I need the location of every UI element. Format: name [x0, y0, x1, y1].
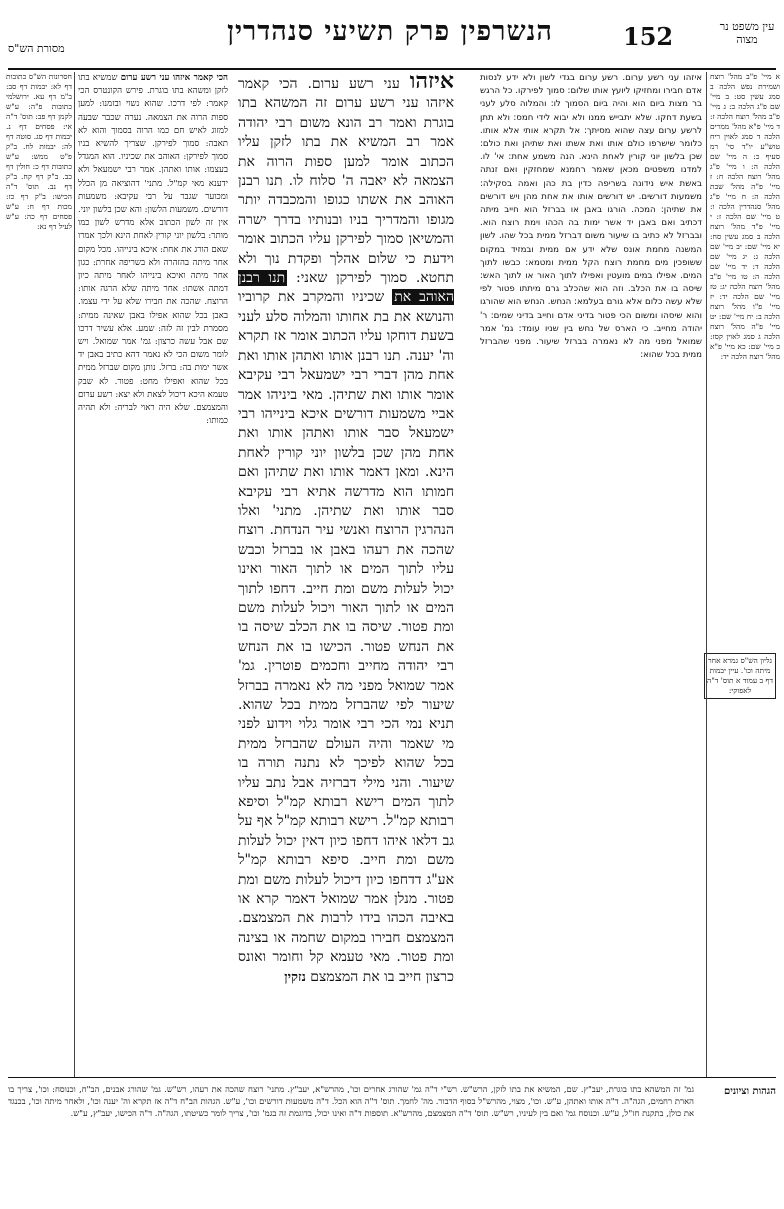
footer-divider [8, 1077, 776, 1078]
footer-notes [8, 1083, 694, 1203]
gemara-text-1: עני רשע ערום. הכי קאמר איזהו עני רשע ערום זה המשהא בתו בוגרת ואמר רב הונא משום רבי יהודה אמר רב המשיא את בתו לזקן עליו הכתוב אומר למען ספות הרוה את הצמאה לא יאבה ה' סלוח לו. תנו רבנן האוהב את אשתו כגופו והמכבדה יותר מגופו והמדריך בניו ובנותיו בדרך ישרה והמשיאן סמוך לפירקן עליו הכתוב אומר וידעת כי שלום אהלך ופקדת נוך ולא תחטא. סמוך לפירקן שאני: [238, 76, 454, 287]
tosafot-heading: הכי קאמר איזהו עני רשע ערום [120, 73, 228, 83]
column-divider [706, 72, 707, 1077]
masoret-hashas-text: חסרונות הש"ס כתובות דף לא: יבמות דף סב: ב"מ דף עא. ירושלמי כתובות פ"ה: ע"ש לקמן דף פב: תוס' ד"ה אי: פסחים דף נ. יבמות דף סג. סוטה דף לה: יבמות לח. ב"ק פ"ט ממש: ע"ש כתובות דף כ: חולין דף כב. ב"ק דף קח. ב"ק דף נב. תוס' ד"ה הכישו: ב"ק דף כז: מכות דף ח: ע"ש פסחים דף כה: ע"ש לעיל דף נא: [6, 72, 72, 231]
footer-label: הגהות וציונים [723, 1086, 776, 1097]
gemara-column [238, 72, 454, 1077]
rashi-text: איזהו עני רשע ערום. רשע ערום בגדי לשון ולא ידע לנסות אדם חבירו ומחזיקו ליועץ אותו שלום: סמוך לפירקו. כל הרגש בר מצות ביום הוא והיה ביום הסמוך לו: והמלוה סלע לעני בשעת דחקו. שלא יתבייש ממנו ולא יבוא לידי חמס: ולא תתן לרשע ערום עצה שהוא מסיתך: אל תקרא אותי אלא אותו. כלומר שישרפו כולם אותו ואת אשתו ואת שתיהן ואת כולם: שכן בלשון יוני קורין לאחת הינא. הנה משמע אחת: אי' לו. למדנו משפטים מכאן שאמר רחמנא שמחזקין ואם זנתה באשת איש נידונה בשריפה כדין בת כהן ואמה בסקילה: משמעות דורשים. יש דורשים אותו את אחת מהן ויש דורשים את שתיהן: המכה. הורגו באבן או בברזל הוא חייב מיתה דכתיב ואם באבן יד אשר ימות בה הכהו וימת רוצח הוא. ובברזל לא כתיב בו שיעור משום דברזל ממית בכל שהו. לשון המשנה מחמת אונס שלא ידע אם ממית ובמזיד במקום ששופכין מים מחמת רוצח הקל ממית ומטמא: כבשו לתוך המים. אפילו במים מועטין ואפילו לתוך האור או לתוך האש: שיסה בו את הכלב. וזה הוא שהכלב גרם מיתתו פטור לפי שלא עשה כלום אלא גורם בעלמא: הנחש. הנחש הוא שהורגו והוא שיסהו ומשום הכי פטור בדיני אדם וחייב בדיני שמים: ר' יהודה מחייב. כי הארס של נחש בין שניו עומד: גמ' אמר שמואל מפני מה לא נאמרה בברזל שיעור. מפני שהברזל ממית בכל שהוא: [480, 73, 702, 361]
gilyon-hashas-box [704, 653, 776, 699]
gemara-lead-word: איזהו [409, 72, 454, 94]
page-title: הנשרפין פרק תשיעי סנהדרין [227, 16, 553, 47]
rashi-column [480, 72, 702, 1077]
masoret-hashas-label: מסורת הש"ס [8, 42, 65, 55]
tosafot-text: שמשיא בתו לזקן ומשהא בתו בוגרת. פירש הקונטרס הכי קאמר: לפי דרכו. שהוא נשוי ובזמנו: למען ספות הרוה את הצמאה. נערה שכבר שבעה למזוג לאיש חם כמו הרוה בסמוך והוא לא תאבה: סמוך לפירקן. שצריך להשיא בניו סמוך לפירקן: האוהב את שכיניו. הוא המגדל בעצמו: אותו ואתהן. אמר רבי ישמעאל ולא ידענא מאי קמ"ל. מתני' דהוציאה מן הכלל ומכוער שגבר על רבי עקיבא: משמעות דורשים. משמעות הלשון: והא שכן בלשון יוני. אין זה לשון הכתוב אלא מדרש לשון כמו מותר: בלשון יוני קורין לאחת הינא ולכך אמרו שאם הורג את אחת: איכא בינייהו. מכל מקום אחר מיתה בהזהרה ולא בשריפה אחרת: כגון אחר מיתה ואיכא בינייהו לאחר מיתה כיון דמתה אשתו: אחר מיתה שלא הרגה אותו: הרוצח. שהכה את חבירו שלא על ידי עצמו. באבן בכל שהוא אפילו באבן שאינה ממית: מסמרת לבין זה לזה: שמע. אלא עשיר דרכו שם אבל עשה כרצון: גמ' אמר שמואל. ויש לומר משום הכי לא נאמר דהא כתיב באבן יד אשר ימות בה: ברזל. נותן מקום שברזל ממית בכל שהוא ואפילו מחט: פטור. לא שבק טעמא היכא דיכול לצאת ולא יצא: רשע ערום והמצמצם. שלא היה ראוי לבריה: ולא תהיה כמותו: [78, 73, 228, 427]
page-header [0, 10, 784, 72]
masoret-hashas-column [6, 72, 72, 1062]
gemara-text-2: שכיניו והמקרב את קרוביו והנושא את בת אחותו והמלוה סלע לעני בשעת דוחקו עליו הכתוב אומר אז תקרא וה' יענה. תנו רבנן אותו ואתהן אותו ואת אחת מהן דברי רבי ישמעאל רבי עקיבא אומר אותו ואת שתיהן. מאי ביניהו אמר אביי משמעות דורשים איכא בינייהו רבי ישמעאל סבר אותו ואתהן אותו ואת אחת מהן שכן בלשון יוני קורין לאחת הינא. ומאן דאמר אותו ואת שתיהן ואם חמותו הוא מדרשה אתיא רבי עקיבא סבר אותו ואת שתיהן. מתני' ואלו הנהרגין הרוצח ואנשי עיר הנדחת. רוצח שהכה את רעהו באבן או בברזל וכבש עליו לתוך המים או לתוך האור ואינו יכול לעלות משם ומת חייב. דחפו לתוך המים או לתוך האור ויכול לעלות משם ומת פטור. שיסה בו את הכלב שיסה בו את הנחש פטור. הכישו בו את הנחש רבי יהודה מחייב וחכמים פוטרין. גמ' אמר שמואל מפני מה לא נאמרה בברזל שיעור לפי שהברזל ממית בכל שהוא. תניא נמי הכי רבי אומר גלוי וידוע לפני מי שאמר והיה העולם שהברזל ממית בכל שהוא לפיכך לא נתנה תורה בו שיעור. והני מילי דברזיה אבל נתב עליו לתוך המים רישא רבותא קמ"ל וסיפא רבותא קמ"ל. רישא רבותא קמ"ל אף על גב דלאו איהו דחפו כיון דאין יכול לעלות משם ומת חייב. סיפא רבותא קמ"ל אע"ג דדחפו כיון דיכול לעלות משם ומת פטור. מנלן אמר שמואל דאמר קרא או באיבה הכהו בידו לרבות את המצמצם. המצמצם חבירו במקום שחמה או בצינה ומת פטור. מאי טעמא קל וחומר ואונס כרצון חייב בו את המצמצם [238, 289, 454, 985]
gemara-end-word: נזקין [284, 969, 306, 985]
gilyon-hashas-text: גליון הש"ס גמרא אחר מיתה וכו'. עיין יבמות דף ב עמוד א תוס' ד"ה לאפוקי: [707, 656, 773, 695]
page-number: 152 [623, 22, 674, 51]
ein-mishpat-column [710, 72, 780, 1062]
column-divider [74, 72, 75, 1077]
ein-mishpat-text: א מיי' פ"ב מהל' רוצח ושמירת נפש הלכה ב סמג עשין סט: ב מיי' שם פ"ג הלכה ב: ג מיי' פ"ב מהל' רוצח הלכה ז: ד מיי' פ"א מהל' ממרים הלכה ד סמג לאוין ריח טוש"ע יו"ד סי' רמ סעיף כ: ה מיי' שם הלכה ה: ו מיי' פ"ג מהל' רוצח הלכה ח: ז מיי' פ"ה מהל' שבת הלכה ה: ח מיי' פ"ג מהל' סנהדרין הלכה ו: ט מיי' שם הלכה ז: י מיי' פ"ד מהל' רוצח הלכה ב סמג עשין סח: יא מיי' שם: יב מיי' שם הלכה ג: יג מיי' שם הלכה ד: יד מיי' שם הלכה ה: טו מיי' פ"ב מהל' רוצח הלכה יג: טז מיי' שם הלכה יד: יז מיי' פ"ו מהל' רוצח הלכה ב: יח מיי' שם: יט מיי' פ"ה מהל' רוצח הלכה ג סמג לאוין קסז: כ מיי' שם: כא מיי' פ"א מהל' רוצח הלכה יד: [710, 72, 780, 361]
ein-mishpat-label: עין משפט נר מצוה [719, 20, 775, 46]
tosafot-column [78, 72, 228, 1077]
highlighted-phrase: תנו רבנן האוהב את [238, 270, 454, 306]
footer-text: גמ' זה המשהא בתו בוגרת, יעב"ץ. שם, המשיא את בתו לזקן, הרש"ש. רש"י ד"ה גמ' שהורג אחרים וכו', מהרש"א, יעב"ץ. מתני' רוצח שהכה את רעהו, רש"ש. גמ' שהורג אבנים, הב"ח, וכנוסח: וכו', צריך בו הארת רחמים, הגה"ה. ד"ה אותו ואתהן, ע"ש. וכו', מצוי, מהרש"ל בסוף הדבור. מה' לחמך. תוס' ד"ה הוא הכל. ד"ה משמעות דורשים וכו', ע"ש. הגהות הב"ח ד"ה אז תקרא וה' יענה וכו', ולאחר מיתה וכו', בכנגד את כולן, בתקנת חז"ל, ע"ש. וכנוסח גמ' ואם בין לעיניו, רש"ש. תוס' ד"ה המצמצם, מהרש"א. תוספות ד"ה ואינו יכול, בדוגמת זה בגמ' וכו', צריך לומר כשיטתו, הגה"ה. ד"ה הכישו, יעב"ץ, ע"ש. [8, 1084, 694, 1119]
header-divider [8, 68, 776, 70]
